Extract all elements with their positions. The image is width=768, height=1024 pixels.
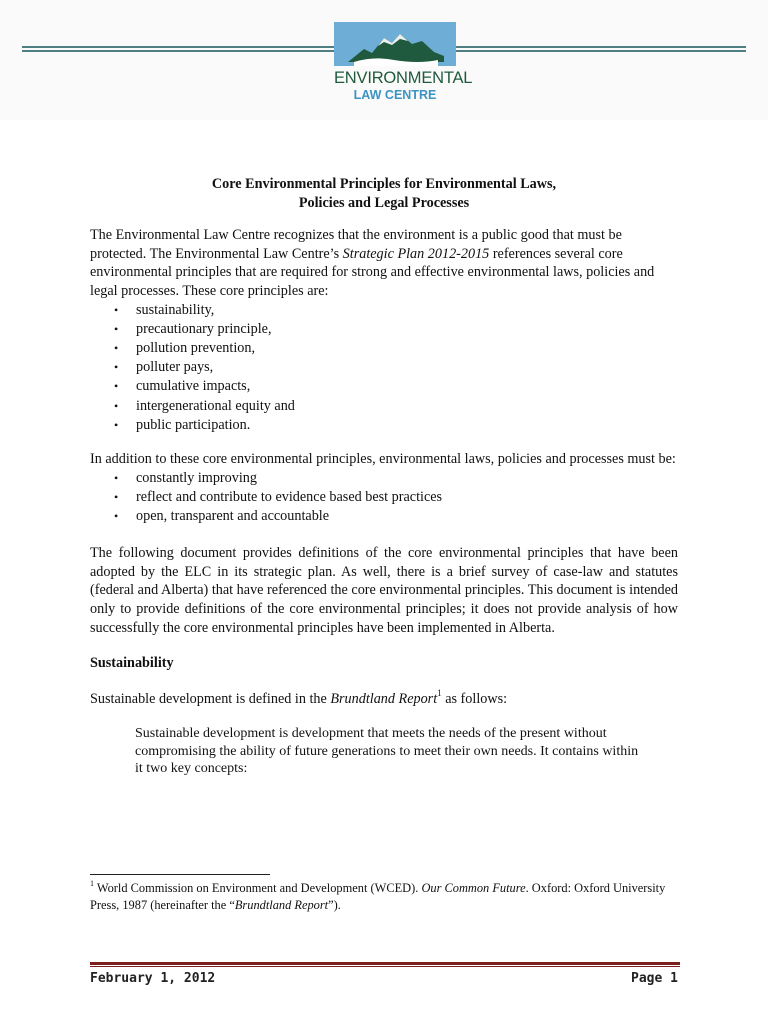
bullet-icon: • [114, 470, 119, 485]
footer-page-number: Page 1 [631, 971, 678, 986]
mountain-logo-icon [334, 22, 456, 66]
section-heading-sustainability: Sustainability [90, 655, 174, 672]
list-item: • reflect and contribute to evidence based best practices [90, 488, 678, 507]
requirements-list [90, 469, 678, 527]
intro-paragraph [90, 226, 678, 300]
list-item: • polluter pays, [90, 358, 678, 377]
list-item: • cumulative impacts, [90, 377, 678, 396]
list-item: • public participation. [90, 416, 678, 435]
bullet-icon: • [114, 417, 119, 432]
intro-text-1: The Environmental Law Centre recognizes that the environment is a public good that must be protected. The Environmental Law Centre’s [90, 227, 622, 262]
document-title [90, 175, 678, 212]
bullet-icon: • [114, 398, 119, 413]
list-item: • sustainability, [90, 301, 678, 320]
footnote-book-title: Our Common Future [421, 881, 526, 895]
header-rule-left [22, 46, 334, 54]
bullet-icon: • [114, 340, 119, 355]
footer-rule [90, 962, 680, 965]
logo-text-environmental: ENVIRONMENTAL [334, 69, 473, 87]
logo-text-law-centre: LAW CENTRE [353, 88, 437, 102]
footnote-reference[interactable]: 1 [437, 688, 442, 699]
footer-date: February 1, 2012 [90, 971, 216, 986]
header-rule-right [456, 46, 746, 54]
list-item: • open, transparent and accountable [90, 507, 678, 526]
footer-rule-thin [90, 966, 680, 967]
document-body [90, 175, 678, 777]
bullet-icon: • [114, 360, 119, 375]
footnote-short-title: Brundtland Report [234, 898, 329, 912]
block-quote: Sustainable development is development that meets the needs of the present without compromising the ability of future generations to meet their own needs. It contains within it two key concepts: [135, 726, 639, 776]
footnote-mark: 1 [90, 878, 94, 888]
list-item: • pollution prevention, [90, 339, 678, 358]
bullet-icon: • [114, 508, 119, 523]
elc-logo [334, 22, 473, 108]
bullet-icon: • [114, 489, 119, 504]
letterhead [0, 0, 768, 120]
list-item: • precautionary principle, [90, 320, 678, 339]
requirements-intro-paragraph: In addition to these core environmental principles, environmental laws, policies and processes must be: [90, 450, 676, 467]
bullet-icon: • [114, 321, 119, 336]
list-item: • intergenerational equity and [90, 397, 678, 416]
scope-paragraph: The following document provides definitions of the core environmental principles that have been adopted by the ELC in its strategic plan. As well, there is a brief survey of case-law and statutes (federal and Alberta) that have referenced the core environmental principles. This document is intended only to provide definitions of the core environmental principles; it does not provide analysis of how successfully the core environmental principles have been implemented in Alberta. [90, 545, 678, 636]
intro-text-2: references several core environmental principles that are required for strong and effective environmental laws, policies and legal processes. These core principles are: [90, 245, 655, 299]
list-item: • constantly improving [90, 469, 678, 488]
title-line-1: Core Environmental Principles for Environmental Laws, [211, 176, 557, 192]
core-principles-list [90, 301, 678, 435]
footnote: $^1$ World Commission on Environment and Development (WCED). Our Common Future. Oxford: Oxford University Press, 1987 (hereinafter the “Brundtland Report”). [90, 878, 666, 912]
footnote-separator [90, 874, 270, 875]
sustainability-intro-paragraph: Sustainable development is defined in the Brundtland Report$^1$ as follows: [90, 688, 508, 707]
bullet-icon: • [114, 379, 119, 394]
strategic-plan-title: Strategic Plan 2012-2015 [342, 245, 490, 262]
brundtland-report-title: Brundtland Report [330, 690, 438, 707]
bullet-icon: • [114, 302, 119, 317]
title-line-2: Policies and Legal Processes [298, 194, 470, 211]
